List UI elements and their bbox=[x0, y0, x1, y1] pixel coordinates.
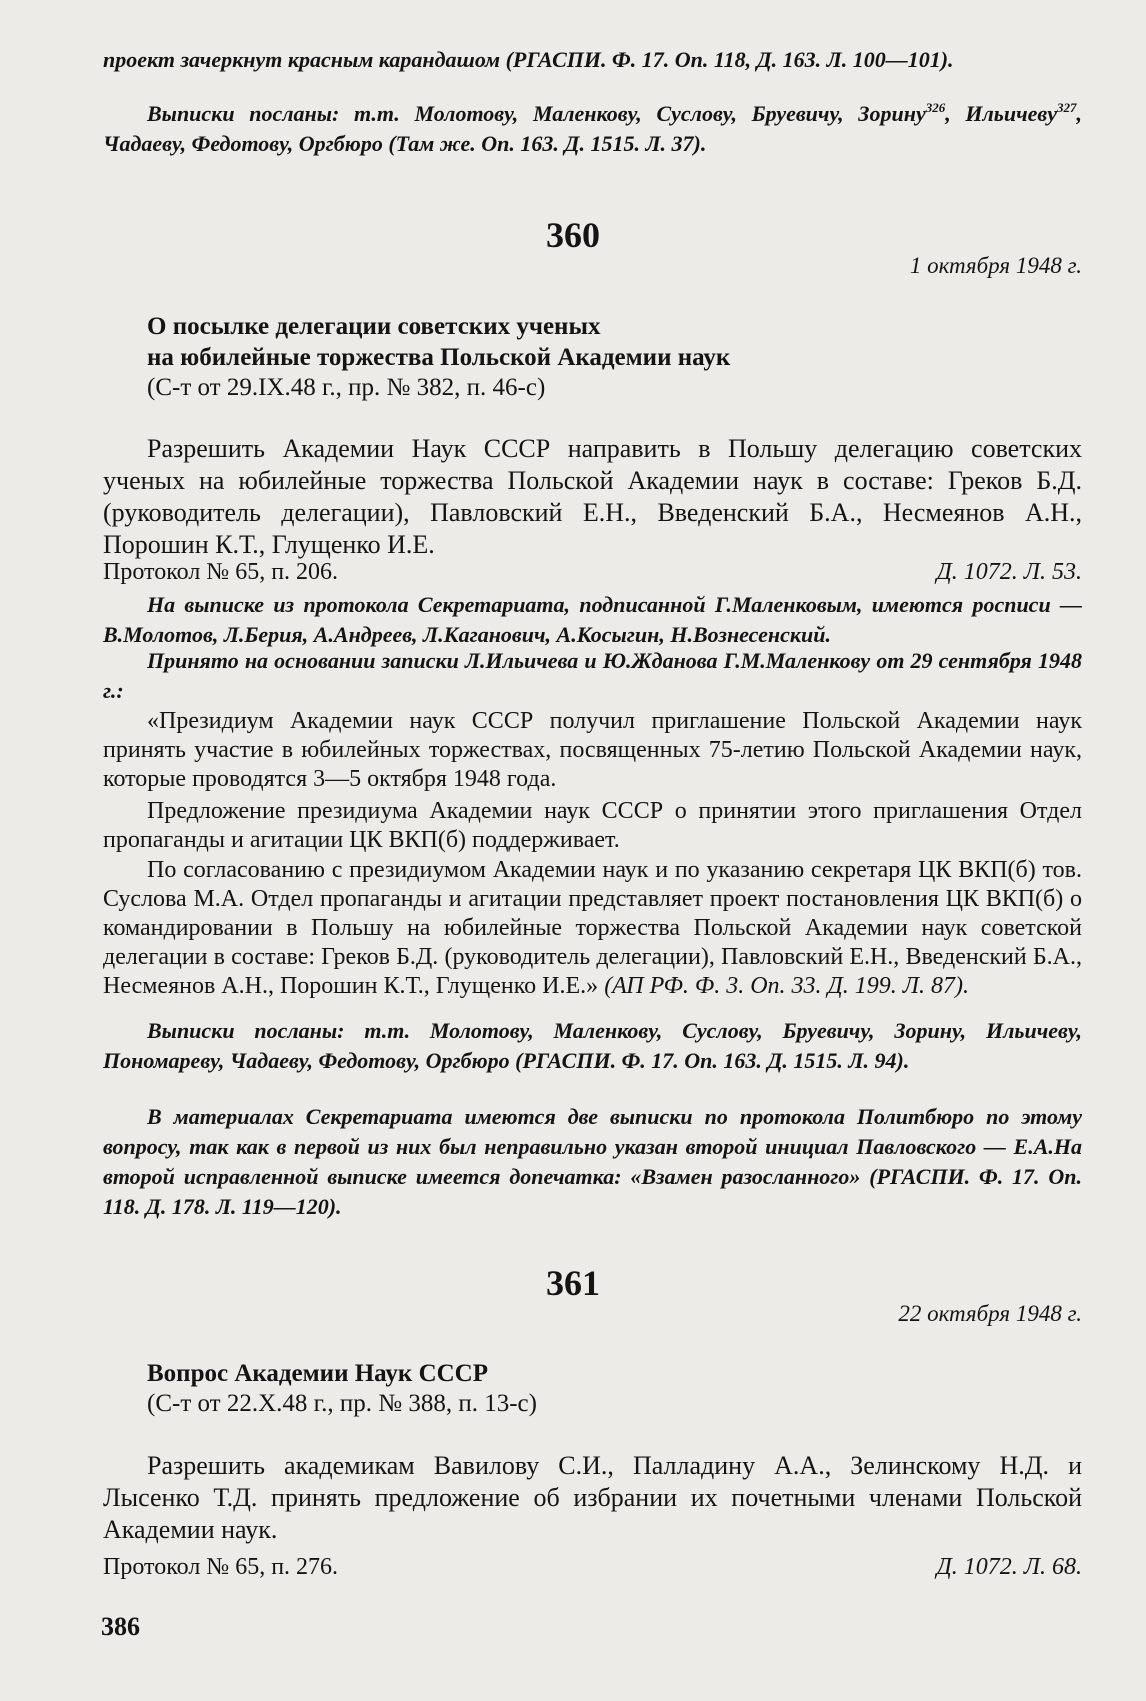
document-date-360: 1 октября 1948 г. bbox=[909, 253, 1082, 278]
protocol-reference-360: Протокол № 65, п. 206. bbox=[103, 559, 339, 585]
document-number-360: 360 bbox=[546, 215, 600, 255]
secretariat-reference-361: (С-т от 22.X.48 г., пр. № 388, п. 13-с) bbox=[147, 1390, 537, 1417]
decision-text-360: Разрешить Академии Наук СССР направить в Польшу делегацию советских ученых на юбилейные торжества Польской Академии наук в составе: Греков Б.Д. (руководитель делегации), Павловский Е.Н., Введенский Б.А., Несмеянов А.Н., Порошин К.Т., Глущенко И.Е. bbox=[103, 434, 1082, 559]
page-number: 386 bbox=[101, 1612, 140, 1641]
footnote-ref-327: 327 bbox=[1057, 100, 1077, 115]
distribution-note-360: Выписки посланы: т.т. Молотову, Маленкову, Суслову, Бруевичу, Зорину, Ильичеву, Пономареву, Чадаеву, Федотову, Оргбюро (РГАСПИ. Ф. 17. Оп. 163. Д. 1515. Л. 94). bbox=[103, 1018, 1082, 1073]
quote-paragraph-2: Предложение президиума Академии наук СССР о принятии этого приглашения Отдел пропаганды и агитации ЦК ВКП(б) поддерживает. bbox=[103, 798, 1082, 853]
secretariat-materials-note: В материалах Секретариата имеются две выписки по протокола Политбюро по этому вопросу, так как в первой из них был неправильно указан второй инициал Павловского — Е.А.На второй исправленной выписке имеется допечатка: «Взамен разосланного» (РГАСПИ. Ф. 17. Оп. 118. Д. 178. Л. 119—120). bbox=[103, 1104, 1082, 1219]
archive-reference-361: Д. 1072. Л. 68. bbox=[936, 1554, 1082, 1580]
quote-source: (АП РФ. Ф. 3. Оп. 33. Д. 199. Л. 87). bbox=[598, 973, 970, 999]
previous-doc-note-text: проект зачеркнут красным карандашом (РГАСПИ. Ф. 17. Оп. 118, Д. 163. Л. 100—101). bbox=[103, 47, 954, 72]
document-title-360-line1: О посылке делегации советских ученых bbox=[147, 313, 601, 340]
distribution-note-previous-b: , Ильичеву bbox=[945, 101, 1057, 126]
distribution-note-previous-c: , Чадаеву, Федотову, Оргбюро (Там же. Оп. 163. Д. 1515. Л. 37). bbox=[103, 101, 1082, 156]
document-title-361: Вопрос Академии Наук СССР bbox=[147, 1360, 489, 1387]
basis-note-360: Принято на основании записки Л.Ильичева и Ю.Жданова Г.М.Маленкову от 29 сентября 1948 г.: bbox=[103, 648, 1082, 703]
document-number-361: 361 bbox=[546, 1263, 600, 1303]
quote-paragraph-3-text: По согласованию с президиумом Академии наук и по указанию секретаря ЦК ВКП(б) тов. Суслова М.А. Отдел пропаганды и агитации представляет проект постановления ЦК ВКП(б) о командировании в Польшу на юбилейные торжества Польской Академии наук советской делегации в составе: Греков Б.Д. (руководитель делегации), Павловский Е.Н., Введенский Б.А., Несмеянов А.Н., Порошин К.Т., Глущенко И.Е.» bbox=[103, 857, 1082, 999]
quote-paragraph-3 bbox=[0, 856, 1146, 1001]
distribution-note-previous bbox=[0, 99, 1146, 159]
distribution-note-previous-a: Выписки посланы: т.т. Молотову, Маленкову, Суслову, Бруевичу, Зорину bbox=[147, 101, 926, 126]
secretariat-reference-360: (С-т от 29.IX.48 г., пр. № 382, п. 46-с) bbox=[147, 374, 546, 401]
archive-reference-360: Д. 1072. Л. 53. bbox=[936, 559, 1082, 585]
quote-paragraph-1: «Президиум Академии наук СССР получил приглашение Польской Академии наук принять участие в юбилейных торжествах, посвященных 75-летию Польской Академии наук, которые проводятся 3—5 октября 1948 года. bbox=[103, 708, 1082, 792]
previous-doc-note bbox=[0, 45, 1146, 75]
decision-text-361: Разрешить академикам Вавилову С.И., Палладину А.А., Зелинскому Н.Д. и Лысенко Т.Д. принять предложение об избрании их почетными членами Польской Академии наук. bbox=[103, 1451, 1082, 1544]
protocol-reference-361: Протокол № 65, п. 276. bbox=[103, 1554, 339, 1580]
footnote-ref-326: 326 bbox=[925, 100, 946, 115]
signatures-note-360: На выписке из протокола Секретариата, подписанной Г.Маленковым, имеются росписи — В.Молотов, Л.Берия, А.Андреев, Л.Каганович, А.Косыгин, Н.Вознесенский. bbox=[103, 592, 1082, 647]
document-title-360-line2: на юбилейные торжества Польской Академии наук bbox=[147, 344, 731, 371]
document-date-361: 22 октября 1948 г. bbox=[898, 1301, 1082, 1326]
